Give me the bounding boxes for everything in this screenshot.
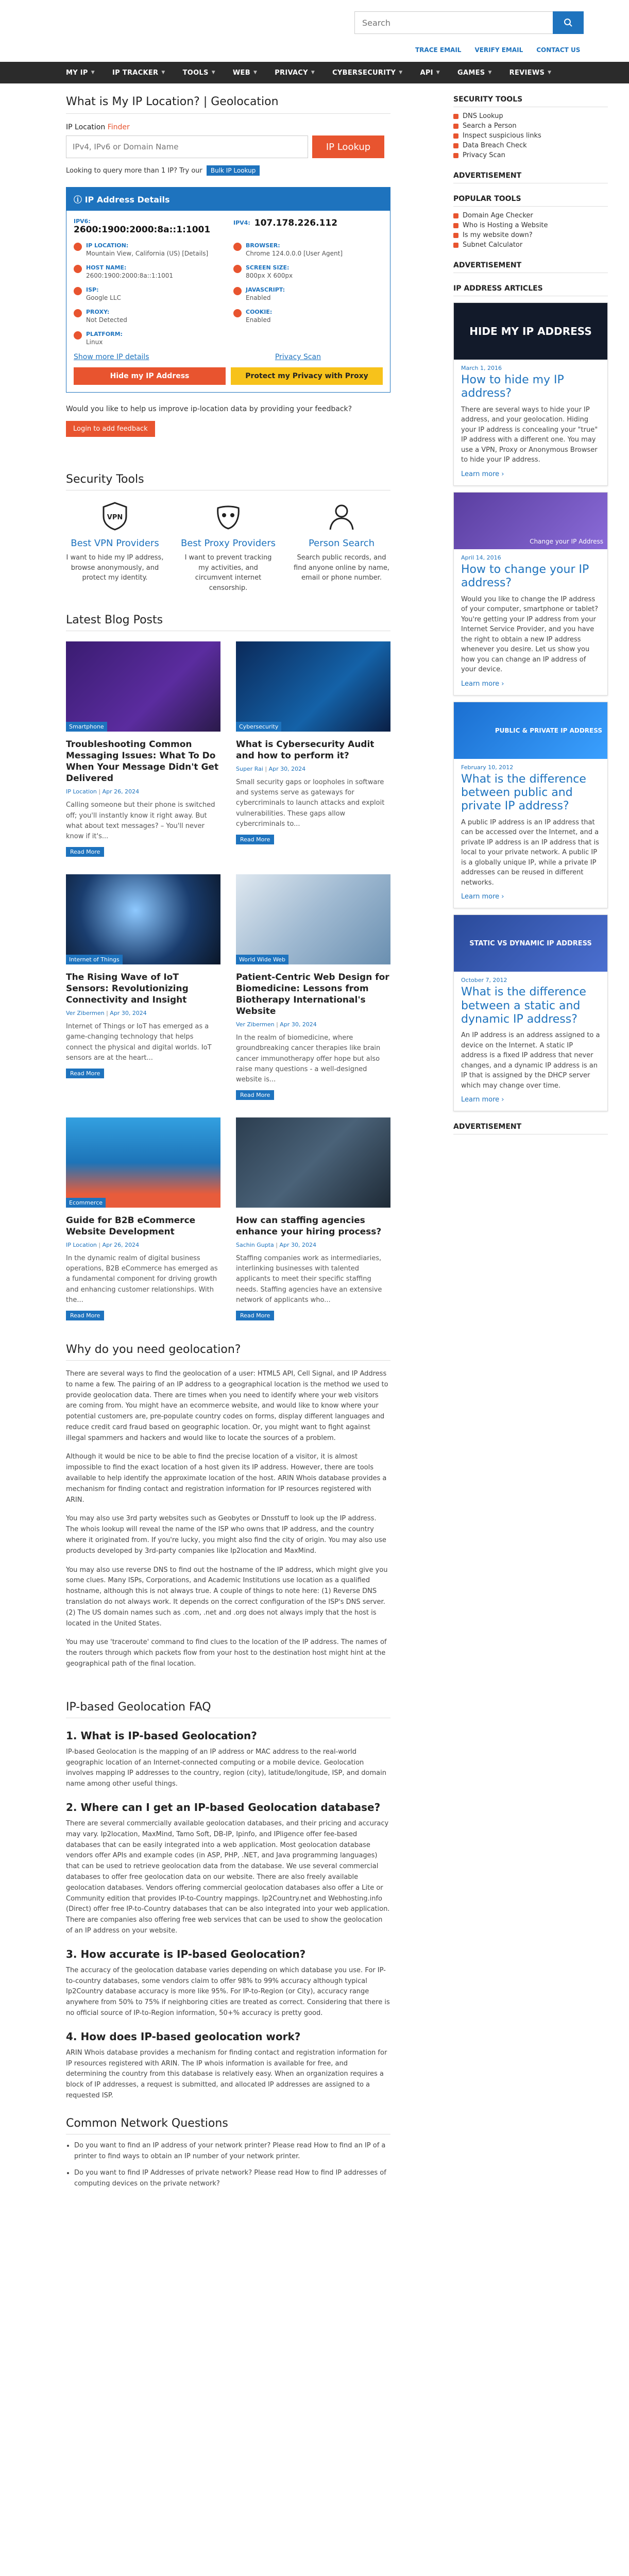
chevron-down-icon: ▼ <box>311 70 315 75</box>
blog-post <box>236 641 390 857</box>
svg-text:VPN: VPN <box>107 514 123 521</box>
nav-web[interactable]: WEB ▼ <box>232 69 258 77</box>
browser-icon <box>233 243 242 251</box>
article-card <box>453 492 608 696</box>
person-icon <box>453 124 458 129</box>
why-geolocation-section <box>66 1343 390 1670</box>
lookup-form <box>66 135 390 158</box>
chevron-down-icon: ▼ <box>211 70 215 75</box>
article-image[interactable]: HIDE MY IP ADDRESS <box>454 303 607 360</box>
post-image[interactable] <box>66 874 220 964</box>
article-title[interactable]: What is the difference between public and private IP address? <box>461 772 586 813</box>
top-header <box>0 0 629 62</box>
blog-post <box>66 641 220 857</box>
screen-size-cell: SCREEN SIZE: 800px X 600px <box>233 264 383 279</box>
read-more-button[interactable]: Read More <box>236 1090 274 1100</box>
post-image[interactable] <box>236 641 390 732</box>
person-icon <box>326 501 357 532</box>
post-meta: Sachin Gupta | Apr 30, 2024 <box>236 1242 317 1249</box>
post-image[interactable] <box>236 874 390 964</box>
blog-post <box>236 874 390 1100</box>
popular-tools-list <box>453 211 608 250</box>
verify-email-link[interactable]: VERIFY EMAIL <box>474 46 523 54</box>
read-more-button[interactable]: Read More <box>66 1311 104 1320</box>
main-content <box>66 95 390 2190</box>
nav-games[interactable]: GAMES ▼ <box>457 69 492 77</box>
calendar-icon <box>453 213 458 218</box>
article-learn-more[interactable]: Learn more › <box>461 470 504 478</box>
blog-post <box>236 1117 390 1320</box>
article-card <box>453 302 608 486</box>
sidebar-item-dns-lookup[interactable]: DNS Lookup <box>453 111 608 121</box>
blog-grid <box>66 641 390 1320</box>
ipv6-cell: IPV6: 2600:1900:2000:8a::1:1001 <box>74 218 211 235</box>
post-excerpt: In the realm of biomedicine, where groundbreaking cancer therapies like brain cancer immunotherapy offer hope but also raise many questions - a well-designed website is... <box>236 1034 381 1083</box>
search-icon <box>564 18 573 27</box>
advertisement-label: ADVERTISEMENT <box>453 1123 608 1134</box>
server-icon <box>74 265 82 273</box>
article-card <box>453 914 608 1111</box>
shield-icon <box>74 309 82 317</box>
nav-reviews[interactable]: REVIEWS ▼ <box>509 69 552 77</box>
map-pin-icon <box>74 243 82 251</box>
bulk-lookup-line: Looking to query more than 1 IP? Try our Bulk IP Lookup <box>66 165 390 176</box>
show-more-row <box>66 353 390 367</box>
blog-post <box>66 874 220 1100</box>
faq-question: 2. Where can I get an IP-based Geolocation database? <box>66 1801 381 1814</box>
ipv4-value: 107.178.226.112 <box>254 218 338 228</box>
security-tools-list <box>453 111 608 160</box>
chevron-down-icon: ▼ <box>399 70 403 75</box>
article-date: February 10, 2012 <box>461 764 514 771</box>
article-desc: There are several ways to hide your IP address, and your geolocation. Hiding your IP address is concealing your "true" IP address with a different one. You may use a VPN, Proxy or Anonymous Browser to hide your IP address. <box>461 405 598 464</box>
security-tools-row <box>66 501 390 593</box>
dns-icon <box>453 114 458 119</box>
os-icon <box>74 331 82 340</box>
article-title[interactable]: What is the difference between a static and dynamic IP address? <box>461 986 586 1026</box>
faq-question: 1. What is IP-based Geolocation? <box>66 1729 257 1742</box>
faq-question: 3. How accurate is IP-based Geolocation? <box>66 1947 306 1960</box>
article-card <box>453 702 608 909</box>
post-category[interactable]: Cybersecurity <box>236 722 281 732</box>
contact-us-link[interactable]: CONTACT US <box>536 46 581 54</box>
cookie-cell: COOKIE: Enabled <box>233 309 383 324</box>
post-category[interactable]: World Wide Web <box>236 955 288 964</box>
article-image[interactable]: PUBLIC & PRIVATE IP ADDRESS <box>454 702 607 759</box>
nav-api[interactable]: API ▼ <box>420 69 440 77</box>
post-meta: Ver Zibermen | Apr 30, 2024 <box>66 1010 147 1017</box>
article-date: March 1, 2016 <box>461 365 502 371</box>
site-search-input[interactable] <box>362 18 553 28</box>
nav-ip-tracker[interactable]: IP TRACKER ▼ <box>112 69 165 77</box>
ip-details-grid <box>66 211 390 353</box>
article-learn-more[interactable]: Learn more › <box>461 1096 504 1104</box>
vpn-shield-icon <box>99 501 130 532</box>
nav-my-ip[interactable]: MY IP ▼ <box>66 69 95 77</box>
article-learn-more[interactable]: Learn more › <box>461 680 504 688</box>
hide-ip-button[interactable]: Hide my IP Address <box>74 367 226 385</box>
ip-lookup-button[interactable]: IP Lookup <box>312 135 384 158</box>
post-excerpt: Staffing companies work as intermediaries, interlinking businesses with talented applicants to meet their specific staffing needs. Staffing agencies have an extensive network of applicants who... <box>236 1255 382 1304</box>
nav-tools[interactable]: TOOLS ▼ <box>182 69 215 77</box>
faq-answer: IP-based Geolocation is the mapping of an IP address or MAC address to the real-world geographic location of an Internet-connected computing or a mobile device. Geolocation involves mapping IP addresses to the country, region (city), latitude/longitude, ISP, and domain name among other useful things. <box>66 1748 386 1788</box>
protect-privacy-button[interactable]: Protect my Privacy with Proxy <box>231 367 383 385</box>
sidebar-item-inspect-links[interactable]: Inspect suspicious links <box>453 131 608 141</box>
browser-cell: BROWSER: Chrome 124.0.0.0 [User Agent] <box>233 242 383 257</box>
sidebar-item-website-down[interactable]: Is my website down? <box>453 230 608 240</box>
faq-section <box>66 1701 390 2102</box>
trace-email-link[interactable]: TRACE EMAIL <box>415 46 462 54</box>
post-image[interactable] <box>66 641 220 732</box>
host-name-cell: HOST NAME: 2600:1900:2000:8a::1:1001 <box>74 264 223 279</box>
sidebar-item-subnet-calc[interactable]: Subnet Calculator <box>453 240 608 250</box>
sidebar-item-privacy-scan[interactable]: Privacy Scan <box>453 150 608 160</box>
post-excerpt: Internet of Things or IoT has emerged as a game-changing technology that helps connect the physical and digital worlds. IoT sensors are at the heart... <box>66 1023 212 1062</box>
read-more-button[interactable]: Read More <box>66 1069 104 1078</box>
post-title[interactable]: The Rising Wave of IoT Sensors: Revolutionizing Connectivity and Insight <box>66 972 189 1006</box>
sidebar-item-data-breach[interactable]: Data Breach Check <box>453 141 608 150</box>
tool-person-search[interactable]: Person Search Search public records, and find anyone online by name, email or phone number. <box>293 501 390 593</box>
article-title[interactable]: How to hide my IP address? <box>461 374 564 400</box>
security-tools-title: SECURITY TOOLS <box>453 95 608 107</box>
site-search-box[interactable] <box>354 11 553 34</box>
blog-heading: Latest Blog Posts <box>66 614 390 631</box>
article-desc: Would you like to change the IP address of your computer, smartphone or tablet? You're getting your IP address from your Internet Service Provider, and you have the right to obtain a new IP address whenever you desire. Let us show you how you can change an IP address of your device. <box>461 595 598 674</box>
info-icon: ⓘ <box>74 195 85 205</box>
page-title: What is My IP Location? | Geolocation <box>66 95 390 114</box>
article-image[interactable]: STATIC VS DYNAMIC IP ADDRESS <box>454 915 607 972</box>
read-more-button[interactable]: Read More <box>66 847 104 857</box>
bulk-ip-lookup-button[interactable]: Bulk IP Lookup <box>207 165 260 176</box>
article-title[interactable]: How to change your IP address? <box>461 563 589 590</box>
post-title[interactable]: What is Cybersecurity Audit and how to perform it? <box>236 739 375 761</box>
read-more-button[interactable]: Read More <box>236 1311 274 1320</box>
cnq-heading: Common Network Questions <box>66 2117 390 2134</box>
article-date: October 7, 2012 <box>461 977 507 984</box>
platform-cell: PLATFORM: Linux <box>74 331 223 346</box>
chevron-down-icon: ▼ <box>488 70 492 75</box>
popular-tools-title: POPULAR TOOLS <box>453 195 608 207</box>
faq-answer: ARIN Whois database provides a mechanism for finding contact and registration information for IP resources registered with ARIN. The IP whois information is available for free, and determining the country from this database is relatively easy. When an organization requires a block of IP addresses, a request is submitted, and allocated IP addresses are assigned to a requested ISP. <box>66 2048 387 2099</box>
why-paragraph: You may use 'traceroute' command to find clues to the location of the IP address. The names of the routers through which packets flow from your host to the destination host might hint at the geographical path of the final location. <box>66 1638 387 1668</box>
cnq-item: • Do you want to find an IP address of your network printer? Please read How to find an IP of a printer to find ways to obtain an IP number of your network printer. <box>74 2141 390 2162</box>
article-desc: A public IP address is an IP address that can be accessed over the Internet, and a private IP address is an IP address that is local to your private network. A public IP is a globally unique IP, while a private IP addresses can be reused in different networks. <box>461 818 599 887</box>
post-meta: Super Rai | Apr 30, 2024 <box>236 766 306 773</box>
post-image[interactable] <box>66 1117 220 1208</box>
calculator-icon <box>453 243 458 248</box>
chevron-down-icon: ▼ <box>436 70 440 75</box>
post-category[interactable]: Smartphone <box>66 722 107 732</box>
tool-proxy[interactable]: Best Proxy Providers I want to prevent tracking my activities, and circumvent internet censorship. <box>179 501 277 593</box>
scan-icon <box>453 153 458 158</box>
post-title[interactable]: Troubleshooting Common Messaging Issues: What To Do When Your Message Didn't Get Delivered <box>66 739 219 784</box>
why-paragraph: You may also use reverse DNS to find out the hostname of the IP address, which might give you some clues. Many ISPs, Corporations, and Academic Institutions use location as a qualified hostname, although this is not always true. A couple of things to note here: (1) Reverse DNS translation do not always work. It depends on the correct configuration of the ISP's DNS server. (2) The US domain names such as .com, .net and .org does not always imply that the host is located in the United States. <box>66 1566 388 1628</box>
host-icon <box>453 223 458 228</box>
ipv4-cell: IPV4: 107.178.226.112 <box>233 218 338 228</box>
javascript-cell: JAVASCRIPT: Enabled <box>233 286 383 301</box>
monitor-icon <box>233 265 242 273</box>
read-more-button[interactable]: Read More <box>236 835 274 844</box>
article-date: April 14, 2016 <box>461 554 501 561</box>
login-feedback-button[interactable]: Login to add feedback <box>66 421 155 437</box>
ip-lookup-input[interactable] <box>66 135 308 158</box>
article-desc: An IP address is an address assigned to a device on the Internet. A static IP address is a fixed IP address that never changes, and a dynamic IP address is an IP that is assigned by the DHCP server which may change over time. <box>461 1031 600 1090</box>
post-title[interactable]: Patient-Centric Web Design for Biomedicine: Lessons from Biotherapy International's Website <box>236 972 389 1017</box>
chevron-down-icon: ▼ <box>161 70 165 75</box>
isp-cell: ISP: Google LLC <box>74 286 223 301</box>
articles-title: IP ADDRESS ARTICLES <box>453 284 608 296</box>
privacy-scan-link[interactable]: Privacy Scan <box>275 353 321 361</box>
post-category[interactable]: Internet of Things <box>66 955 123 964</box>
site-search-button[interactable] <box>553 11 584 34</box>
lookup-label: IP Location Finder <box>66 123 130 131</box>
breach-icon <box>453 143 458 148</box>
post-meta: IP Location | Apr 26, 2024 <box>66 788 140 795</box>
ip-location-cell: IP LOCATION: Mountain View, California (US) [Details] <box>74 242 223 257</box>
main-nav <box>0 62 629 83</box>
post-image[interactable] <box>236 1117 390 1208</box>
code-icon <box>233 287 242 295</box>
faq-answer: There are several commercially available geolocation databases, and their pricing and accuracy may vary. Ip2location, MaxMind, Tamo Soft, DB-IP, Ipinfo, and IPligence offer fee-based databases that can be easily integrated into a web application. Most geolocation database vendors offer APIs and example codes (in ASP, PHP, .NET, and Java programming languages) that can be used to retrieve geolocation data from the database. We use several commercial databases to offer free geolocation data on our website. There are also freely available geolocation databases. Vendors offering commercial geolocation databases also offer a Lite or Community edition that provides IP-to-Country mappings. Ip2Country.net and Webhosting.info (Direct) offer free IP-to-Country databases that can be also integrated into your web application. There are companies also offering free web services that can be used to show the geolocation of an IP address on your website. <box>66 1820 390 1935</box>
post-excerpt: Calling someone but their phone is switched off; you'll instantly know it right away. But what about text messages? – You'll never know if it's... <box>66 801 215 840</box>
faq-heading: IP-based Geolocation FAQ <box>66 1701 390 1718</box>
show-more-link[interactable]: Show more IP details <box>74 353 149 361</box>
article-learn-more[interactable]: Learn more › <box>461 893 504 901</box>
post-excerpt: Small security gaps or loopholes in software and systems serve as gateways for cybercriminals to launch attacks and exploit vulnerabilities. These gaps allow cybercriminals to... <box>236 778 385 828</box>
post-meta: IP Location | Apr 26, 2024 <box>66 1242 140 1249</box>
link-icon <box>453 133 458 139</box>
nav-cybersecurity[interactable]: CYBERSECURITY ▼ <box>332 69 403 77</box>
ipv6-value: 2600:1900:2000:8a::1:1001 <box>74 225 211 235</box>
network-icon <box>74 287 82 295</box>
top-links <box>415 46 580 54</box>
ip-details-header: ⓘ IP Address Details <box>66 188 390 211</box>
why-paragraph: Although it would be nice to be able to find the precise location of a visitor, it is almost impossible to find the exact location of a host given its IP address. However, there are tools available to help identify the approximate location of the host. ARIN Whois database provides a mechanism for finding contact and registration information for IP resources registered with ARIN. <box>66 1453 387 1504</box>
post-category[interactable]: Ecommerce <box>66 1198 106 1208</box>
nav-privacy[interactable]: PRIVACY ▼ <box>275 69 315 77</box>
cookie-icon <box>233 309 242 317</box>
cnq-item: • Do you want to find IP Addresses of private network? Please read How to find IP addresses of computing devices on the private network? <box>74 2168 390 2190</box>
faq-question: 4. How does IP-based geolocation work? <box>66 2030 301 2043</box>
status-icon <box>453 233 458 238</box>
chevron-down-icon: ▼ <box>253 70 258 75</box>
chevron-down-icon: ▼ <box>548 70 552 75</box>
feedback-text: Would you like to help us improve ip-location data by providing your feedback? <box>66 405 352 413</box>
why-paragraph: There are several ways to find the geolocation of a user: HTML5 API, Cell Signal, and IP Address to name a few. The pairing of an IP address to a geographical location is the method we used to provide geolocation data. There are times when you need to identify where your web visitors are coming from. You might have an ecommerce website, and would like to know where your potential customers are, pre-populate country codes on forms, display different languages and reduce credit card fraud based on geographic location. Or, you might want to fight against illegal spammers and hackers and would like to locate the sources of a problem. <box>66 1369 388 1442</box>
why-heading: Why do you need geolocation? <box>66 1343 390 1361</box>
post-meta: Ver Zibermen | Apr 30, 2024 <box>236 1021 317 1028</box>
post-title[interactable]: Guide for B2B eCommerce Website Development <box>66 1215 196 1238</box>
advertisement-label: ADVERTISEMENT <box>453 261 608 273</box>
blog-post <box>66 1117 220 1320</box>
post-title[interactable]: How can staffing agencies enhance your hiring process? <box>236 1215 382 1238</box>
tool-vpn[interactable]: VPN Best VPN Providers I want to hide my IP address, browse anonymously, and protect my identity. <box>66 501 164 593</box>
article-image[interactable]: Change your IP Address <box>454 493 607 549</box>
sidebar-item-who-hosting[interactable]: Who is Hosting a Website <box>453 221 608 230</box>
mask-icon <box>213 501 244 532</box>
faq-answer: The accuracy of the geolocation database varies depending on which database you use. For IP-to-country databases, some vendors claim to offer 98% to 99% accuracy although typical Ip2Country database accuracy is more like 95%. For IP-to-Region (or City), accuracy range anywhere from 50% to 75% if neighboring cities are treated as correct. Considering that there is no official source of IP-to-Region information, 50+% accuracy is pretty good. <box>66 1966 390 2017</box>
security-tools-heading: Security Tools <box>66 473 390 490</box>
advertisement-label: ADVERTISEMENT <box>453 172 608 183</box>
sidebar <box>453 95 608 1139</box>
chevron-down-icon: ▼ <box>91 70 95 75</box>
why-paragraph: You may also use 3rd party websites such as Geobytes or Dnsstuff to look up the IP address. The whois lookup will reveal the name of the ISP who owns that IP address, and the country where it originated from. If you're lucky, you might also find the city of origin. You may also use products developed by 3rd-party companies like Ip2location and MaxMind. <box>66 1515 386 1555</box>
ip-details-box <box>66 187 390 393</box>
sidebar-item-search-person[interactable]: Search a Person <box>453 121 608 131</box>
proxy-cell: PROXY: Not Detected <box>74 309 223 324</box>
ip-actions <box>66 367 390 392</box>
sidebar-item-domain-age[interactable]: Domain Age Checker <box>453 211 608 221</box>
post-excerpt: In the dynamic realm of digital business operations, B2B eCommerce has emerged as a fundamental component for driving growth and enhancing customer relationships. With the... <box>66 1255 218 1304</box>
common-network-questions <box>66 2117 390 2190</box>
